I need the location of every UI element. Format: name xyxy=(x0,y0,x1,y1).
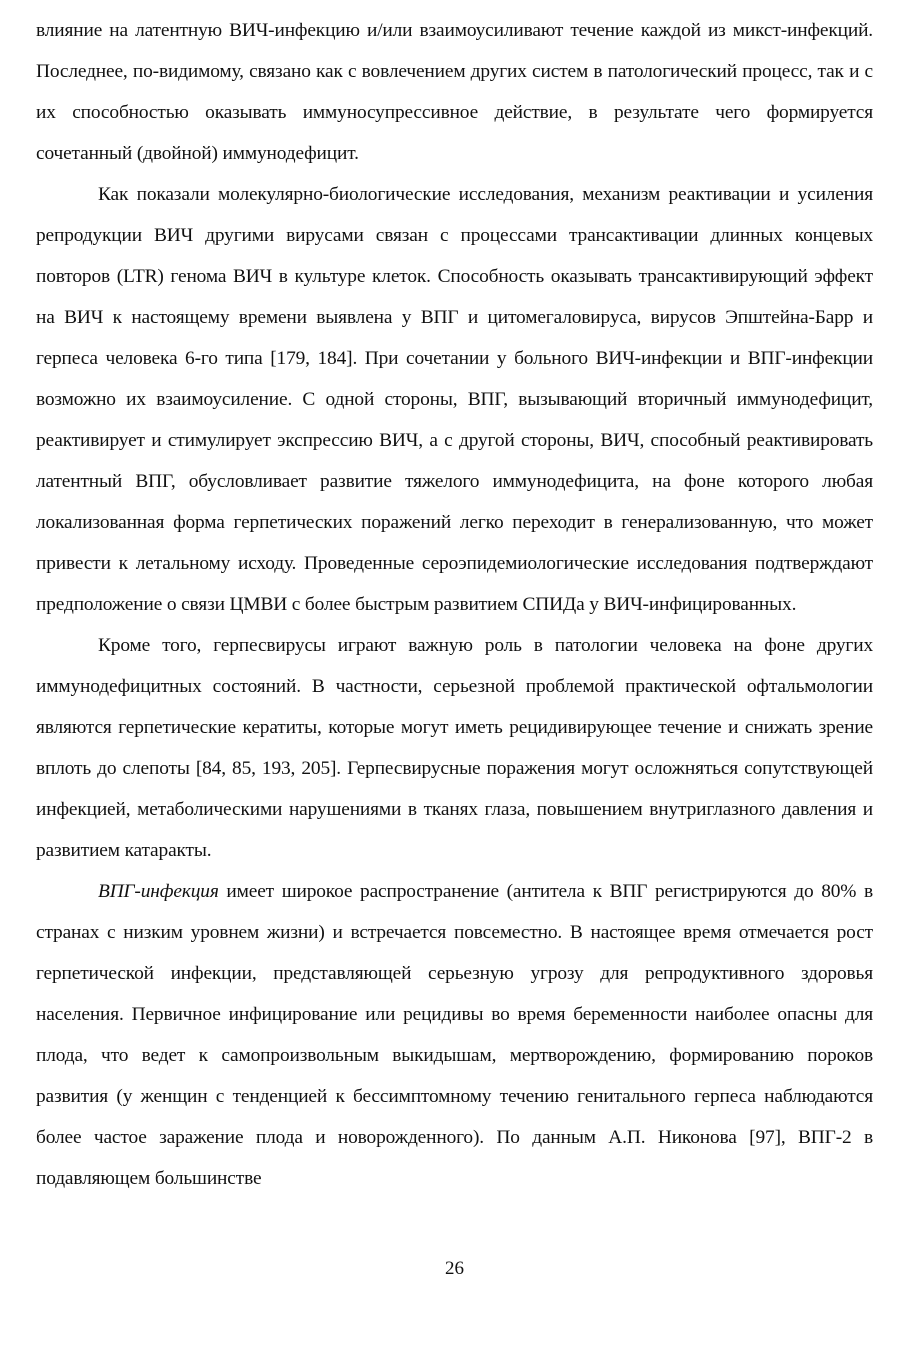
paragraph-text: Как показали молекулярно-биологические исследования, механизм реактивации и усиления репродукции ВИЧ другими вирусами связан с процессами трансактивации длинных концевых повторов (LTR) генома ВИЧ в культуре клеток. Способность оказывать трансактивирующий эффект на ВИЧ к настоящему времени выявлена у ВПГ и цитомегаловируса, вирусов Эпштейна-Барр и герпеса человека 6-го типа [179, 184]. При сочетании у больного ВИЧ-инфекции и ВПГ-инфекции возможно их взаимоусиление. С одной стороны, ВПГ, вызывающий вторичный иммунодефицит, реактивирует и стимулирует экспрессию ВИЧ, а с другой стороны, ВИЧ, способный реактивировать латентный ВПГ, обусловливает развитие тяжелого иммунодефицита, на фоне которого любая локализованная форма герпетических поражений легко переходит в генерализованную, что может привести к летальному исходу. Проведенные сероэпидемиологические исследования подтверждают предположение о связи ЦМВИ с более быстрым развитием СПИДа у ВИЧ-инфицированных. xyxy=(36,184,873,615)
paragraph-text: влияние на латентную ВИЧ-инфекцию и/или взаимоусиливают течение каждой из микст-инфекций. Последнее, по-видимому, связано как с вовлечением других систем в патологический процесс, так и с их способностью оказывать иммуносупрессивное действие, в результате чего формируется сочетанный (двойной) иммунодефицит. xyxy=(36,20,873,164)
paragraph-hsv-infection xyxy=(36,871,873,1199)
paragraph-herpes-keratitis xyxy=(36,625,873,871)
document-page xyxy=(36,10,873,1199)
paragraph-lead-term: ВПГ-инфекция xyxy=(98,881,219,902)
paragraph-continuation xyxy=(36,10,873,174)
paragraph-hiv-reactivation xyxy=(36,174,873,625)
paragraph-text: имеет широкое распространение (антитела к ВПГ регистрируются до 80% в странах с низким уровнем жизни) и встречается повсеместно. В настоящее время отмечается рост герпетической инфекции, представляющей серьезную угрозу для репродуктивного здоровья населения. Первичное инфицирование или рецидивы во время беременности наиболее опасны для плода, что ведет к самопроизвольным выкидышам, мертворождению, формированию пороков развития (у женщин с тенденцией к бессимптомному течению генитального герпеса наблюдаются более частое заражение плода и новорожденного). По данным А.П. Никонова [97], ВПГ-2 в подавляющем большинстве xyxy=(36,881,873,1189)
paragraph-text: Кроме того, герпесвирусы играют важную роль в патологии человека на фоне других иммунодефицитных состояний. В частности, серьезной проблемой практической офтальмологии являются герпетические кератиты, которые могут иметь рецидивирующее течение и снижать зрение вплоть до слепоты [84, 85, 193, 205]. Герпесвирусные поражения могут осложняться сопутствующей инфекцией, метаболическими нарушениями в тканях глаза, повышением внутриглазного давления и развитием катаракты. xyxy=(36,635,873,861)
page-number: 26 xyxy=(445,1258,464,1279)
